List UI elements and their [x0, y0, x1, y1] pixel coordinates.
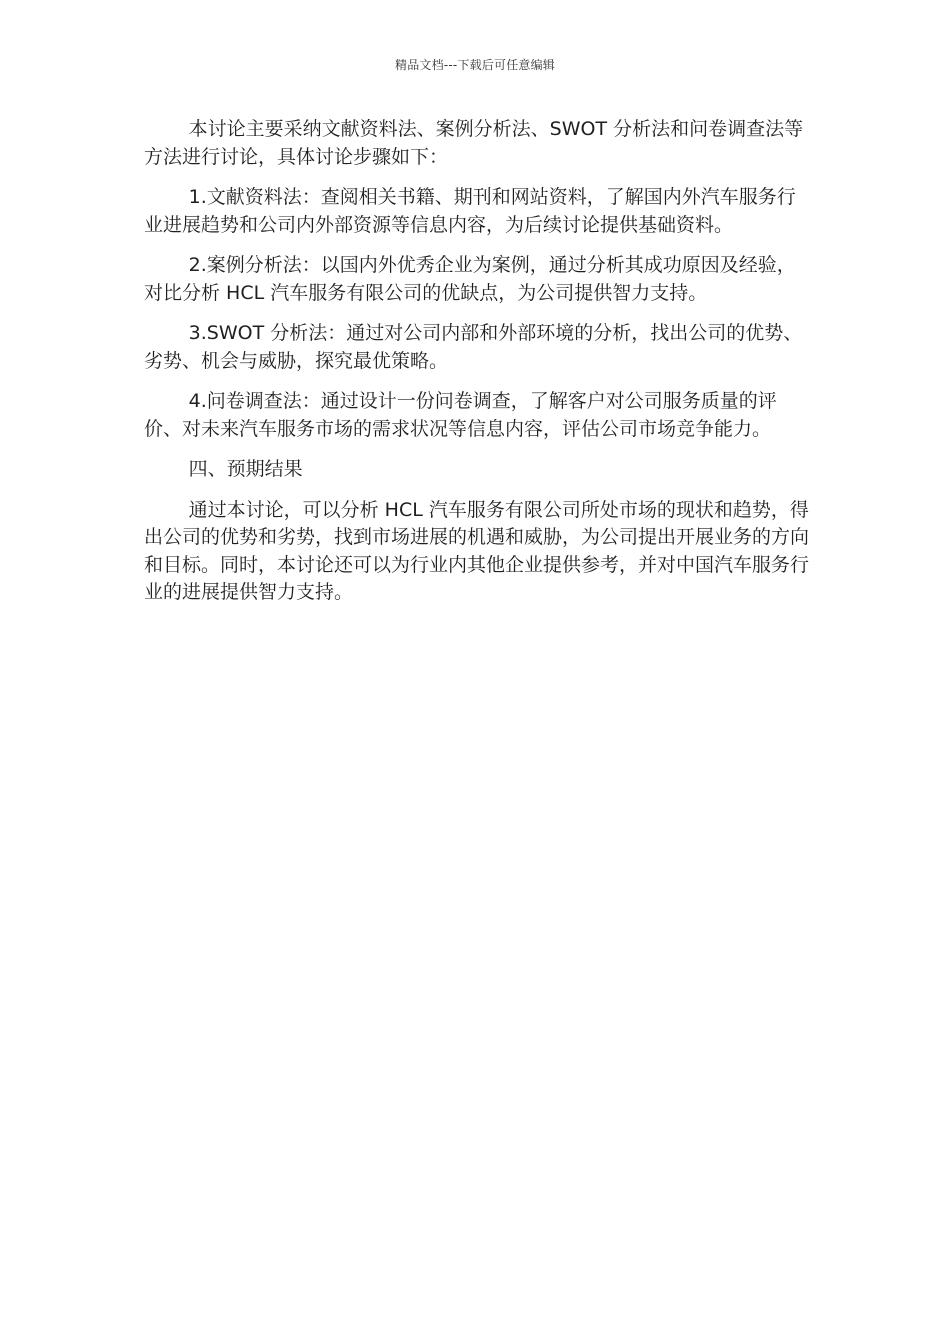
paragraph-case-analysis-method: 2.案例分析法：以国内外优秀企业为案例，通过分析其成功原因及经验，对比分析 HCL 汽车服务有限公司的优缺点，为公司提供智力支持。 [144, 254, 796, 304]
page-header: 精品文档---下载后可任意编辑 [395, 58, 555, 72]
paragraph-swot-method: 3.SWOT 分析法：通过对公司内部和外部环境的分析，找出公司的优势、劣势、机会与威胁，探究最优策略。 [144, 322, 803, 372]
paragraph-expected-results: 通过本讨论，可以分析 HCL 汽车服务有限公司所处市场的现状和趋势，得出公司的优势和劣势，找到市场进展的机遇和威胁，为公司提出开展业务的方向和目标。同时，本讨论还可以为行业内其他企业提供参考，并对中国汽车服务行业的进展提供智力支持。 [144, 498, 810, 603]
paragraph-questionnaire-method: 4.问卷调查法：通过设计一份问卷调查，了解客户对公司服务质量的评价、对未来汽车服务市场的需求状况等信息内容，评估公司市场竞争能力。 [144, 390, 777, 440]
section-heading-expected-results: 四、预期结果 [188, 458, 303, 480]
document-body [144, 116, 812, 620]
paragraph-literature-method: 1.文献资料法：查阅相关书籍、期刊和网站资料，了解国内外汽车服务行业进展趋势和公司内外部资源等信息内容，为后续讨论提供基础资料。 [144, 186, 796, 236]
paragraph-methods-intro: 本讨论主要采纳文献资料法、案例分析法、SWOT 分析法和问卷调查法等方法进行讨论，具体讨论步骤如下： [144, 118, 804, 168]
